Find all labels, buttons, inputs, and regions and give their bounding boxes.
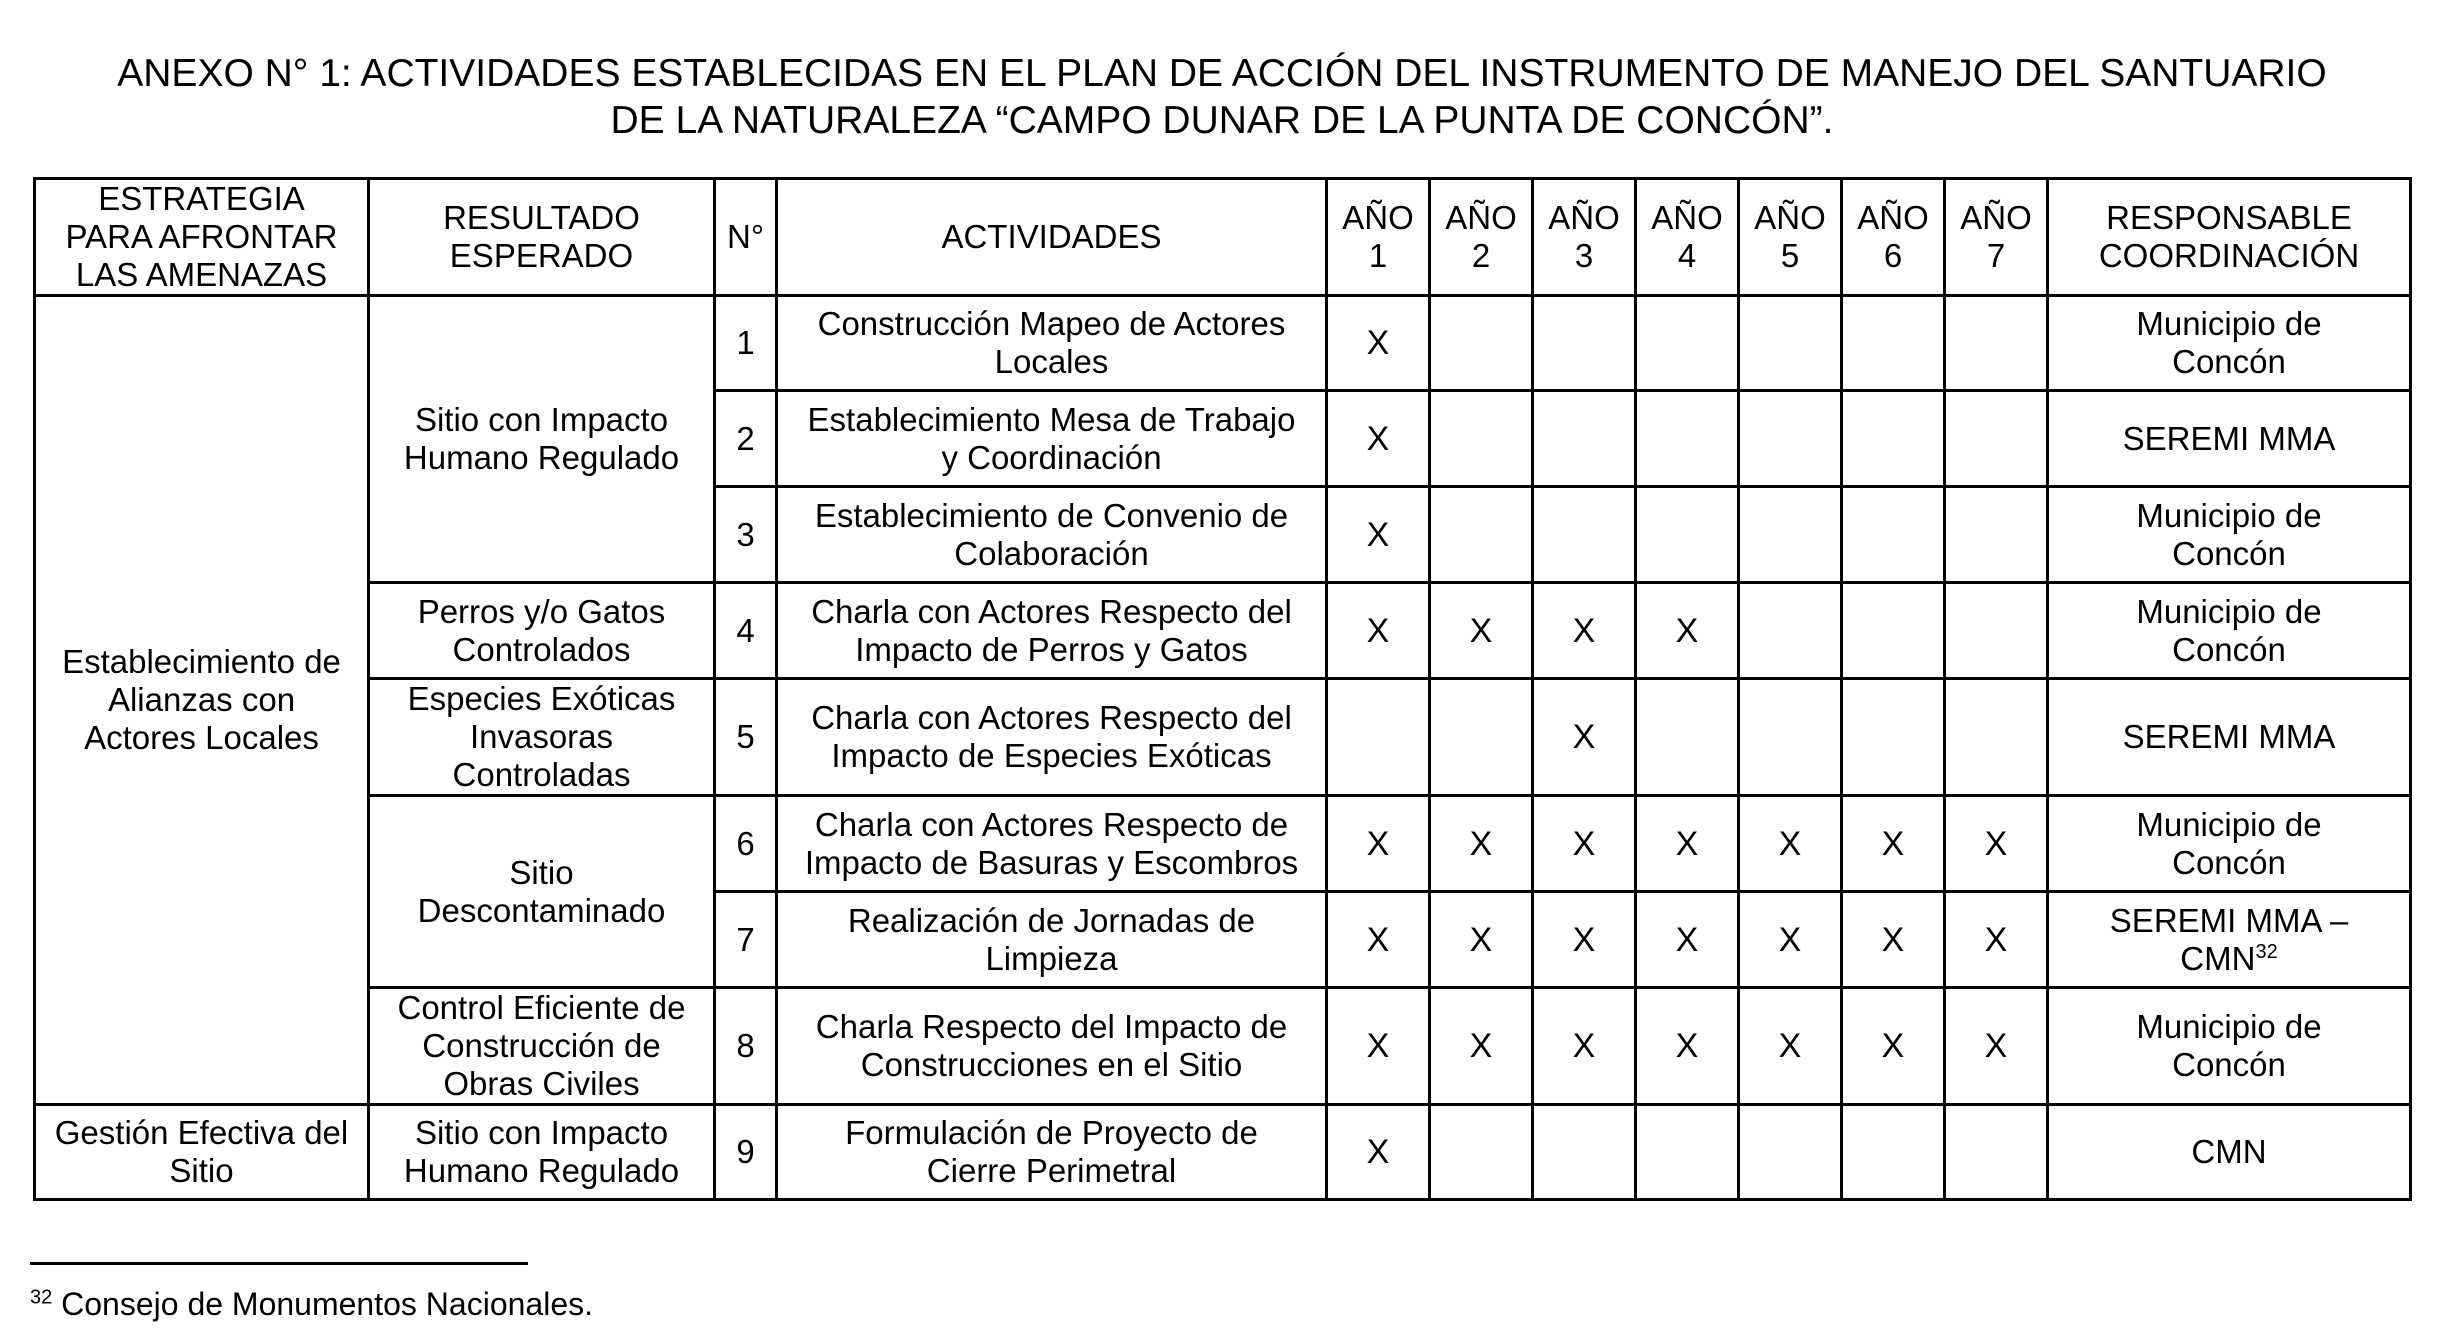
activity-cell: Realización de Jornadas de Limpieza (777, 892, 1327, 988)
row-number: 1 (715, 296, 777, 391)
year-mark (1945, 679, 2048, 796)
year-mark: X (1430, 583, 1533, 679)
year-mark: X (1533, 796, 1636, 892)
year-mark (1945, 391, 2048, 487)
year-mark (1739, 679, 1842, 796)
table-row (35, 296, 2411, 391)
row-number: 7 (715, 892, 777, 988)
year-mark: X (1430, 892, 1533, 988)
table-row (35, 796, 2411, 892)
year-mark (1739, 583, 1842, 679)
result-cell: Control Eficiente de Construcción de Obras Civiles (369, 988, 715, 1105)
header-year-3: AÑO 3 (1533, 179, 1636, 296)
year-mark (1739, 296, 1842, 391)
year-mark (1533, 487, 1636, 583)
activity-cell: Formulación de Proyecto de Cierre Perimetral (777, 1105, 1327, 1200)
year-mark: X (1945, 796, 2048, 892)
year-mark: X (1430, 796, 1533, 892)
header-year-1: AÑO 1 (1327, 179, 1430, 296)
result-cell: Perros y/o Gatos Controlados (369, 583, 715, 679)
footnote (30, 1284, 593, 1324)
responsible-cell: SEREMI MMA (2048, 679, 2411, 796)
year-mark (1430, 296, 1533, 391)
year-mark (1842, 487, 1945, 583)
year-mark (1739, 487, 1842, 583)
result-cell: Sitio con Impacto Humano Regulado (369, 1105, 715, 1200)
year-mark (1945, 487, 2048, 583)
year-mark (1430, 1105, 1533, 1200)
activity-cell: Charla con Actores Respecto del Impacto de Perros y Gatos (777, 583, 1327, 679)
year-mark (1739, 1105, 1842, 1200)
footnote-text: Consejo de Monumentos Nacionales. (52, 1286, 593, 1322)
year-mark: X (1327, 296, 1430, 391)
year-mark: X (1636, 583, 1739, 679)
row-number: 3 (715, 487, 777, 583)
header-year-2: AÑO 2 (1430, 179, 1533, 296)
activity-cell: Construcción Mapeo de Actores Locales (777, 296, 1327, 391)
year-mark (1430, 391, 1533, 487)
year-mark: X (1533, 892, 1636, 988)
responsible-cell: Municipio de Concón (2048, 296, 2411, 391)
document-title (30, 50, 2414, 144)
table-row (35, 988, 2411, 1105)
year-mark: X (1636, 796, 1739, 892)
header-number: N° (715, 179, 777, 296)
footnote-number: 32 (30, 1286, 53, 1309)
header-responsible: RESPONSABLE COORDINACIÓN (2048, 179, 2411, 296)
responsible-cell: SEREMI MMA (2048, 391, 2411, 487)
year-mark: X (1739, 988, 1842, 1105)
responsible-cell: Municipio de Concón (2048, 796, 2411, 892)
row-number: 9 (715, 1105, 777, 1200)
row-number: 5 (715, 679, 777, 796)
footnote-reference: 32 (2255, 940, 2278, 963)
year-mark: X (1327, 796, 1430, 892)
year-mark (1945, 296, 2048, 391)
year-mark: X (1945, 892, 2048, 988)
year-mark (1533, 1105, 1636, 1200)
responsible-cell: Municipio de Concón (2048, 487, 2411, 583)
footnote-divider (30, 1262, 528, 1265)
header-year-4: AÑO 4 (1636, 179, 1739, 296)
year-mark (1842, 1105, 1945, 1200)
year-mark (1945, 1105, 2048, 1200)
responsible-cell: Municipio de Concón (2048, 583, 2411, 679)
year-mark: X (1533, 679, 1636, 796)
row-number: 8 (715, 988, 777, 1105)
activity-cell: Charla Respecto del Impacto de Construcciones en el Sitio (777, 988, 1327, 1105)
activity-cell: Establecimiento Mesa de Trabajo y Coordinación (777, 391, 1327, 487)
year-mark (1533, 296, 1636, 391)
row-number: 4 (715, 583, 777, 679)
year-mark: X (1636, 988, 1739, 1105)
header-year-5: AÑO 5 (1739, 179, 1842, 296)
year-mark: X (1430, 988, 1533, 1105)
year-mark: X (1327, 391, 1430, 487)
activity-cell: Charla con Actores Respecto del Impacto de Especies Exóticas (777, 679, 1327, 796)
responsible-cell: SEREMI MMA – CMN$^{32}$ (2048, 892, 2411, 988)
result-cell: Sitio con Impacto Humano Regulado (369, 296, 715, 583)
activity-cell: Charla con Actores Respecto de Impacto de Basuras y Escombros (777, 796, 1327, 892)
title-line-2: DE LA NATURALEZA “CAMPO DUNAR DE LA PUNTA DE CONCÓN”. (610, 99, 1834, 142)
table-header-row (35, 179, 2411, 296)
year-mark: X (1327, 988, 1430, 1105)
year-mark: X (1739, 892, 1842, 988)
year-mark (1636, 296, 1739, 391)
year-mark (1430, 487, 1533, 583)
table-row (35, 583, 2411, 679)
year-mark (1842, 583, 1945, 679)
year-mark (1842, 296, 1945, 391)
year-mark (1636, 679, 1739, 796)
year-mark: X (1327, 892, 1430, 988)
year-mark: X (1327, 487, 1430, 583)
year-mark: X (1945, 988, 2048, 1105)
year-mark: X (1533, 583, 1636, 679)
result-cell: Sitio Descontaminado (369, 796, 715, 988)
row-number: 6 (715, 796, 777, 892)
header-year-7: AÑO 7 (1945, 179, 2048, 296)
year-mark (1945, 583, 2048, 679)
strategy-cell: Establecimiento de Alianzas con Actores Locales (35, 296, 369, 1105)
year-mark (1636, 391, 1739, 487)
responsible-cell: Municipio de Concón (2048, 988, 2411, 1105)
year-mark (1636, 1105, 1739, 1200)
year-mark: X (1842, 988, 1945, 1105)
year-mark: X (1842, 796, 1945, 892)
year-mark: X (1636, 892, 1739, 988)
table-row (35, 1105, 2411, 1200)
strategy-cell: Gestión Efectiva del Sitio (35, 1105, 369, 1200)
title-line-1: ANEXO N° 1: ACTIVIDADES ESTABLECIDAS EN EL PLAN DE ACCIÓN DEL INSTRUMENTO DE MANEJO DEL SANTUARIO (117, 52, 2327, 95)
activity-cell: Establecimiento de Convenio de Colaboración (777, 487, 1327, 583)
year-mark: X (1533, 988, 1636, 1105)
header-year-6: AÑO 6 (1842, 179, 1945, 296)
year-mark (1327, 679, 1430, 796)
year-mark: X (1327, 583, 1430, 679)
year-mark (1533, 391, 1636, 487)
year-mark: X (1842, 892, 1945, 988)
action-plan-table (33, 177, 2412, 1201)
year-mark (1739, 391, 1842, 487)
responsible-cell: CMN (2048, 1105, 2411, 1200)
year-mark (1636, 487, 1739, 583)
table-row (35, 679, 2411, 796)
row-number: 2 (715, 391, 777, 487)
year-mark (1842, 679, 1945, 796)
header-result: RESULTADO ESPERADO (369, 179, 715, 296)
header-activities: ACTIVIDADES (777, 179, 1327, 296)
year-mark: X (1327, 1105, 1430, 1200)
year-mark: X (1739, 796, 1842, 892)
result-cell: Especies Exóticas Invasoras Controladas (369, 679, 715, 796)
year-mark (1430, 679, 1533, 796)
header-strategy: ESTRATEGIA PARA AFRONTAR LAS AMENAZAS (35, 179, 369, 296)
year-mark (1842, 391, 1945, 487)
